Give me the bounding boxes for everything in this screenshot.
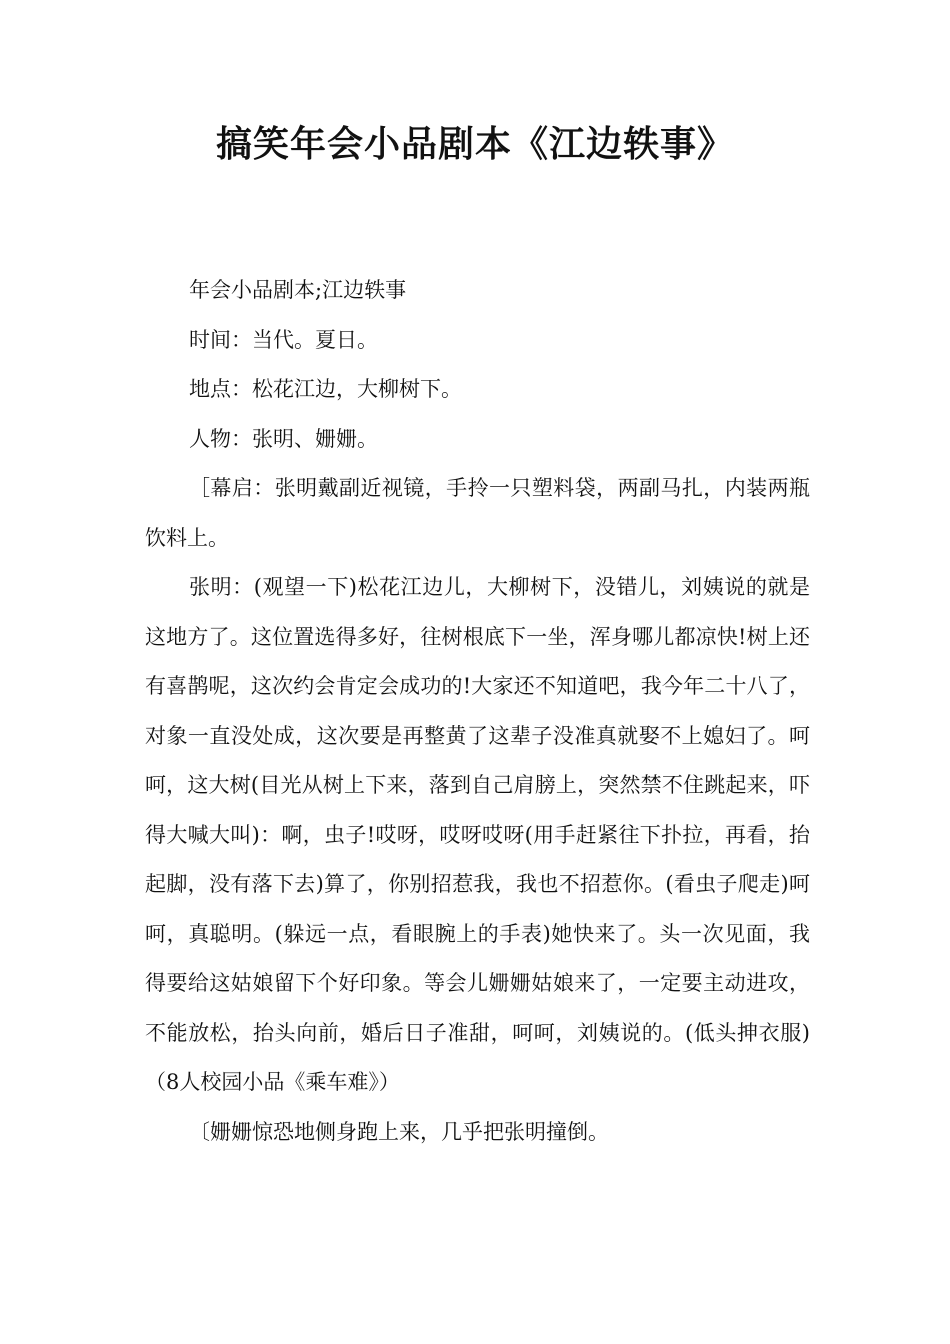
paragraph: 时间：当代。夏日。 xyxy=(189,327,378,352)
paragraph: ［幕启：张明戴副近视镜，手拎一只塑料袋，两副马扎，内装两瓶饮料上。 xyxy=(145,476,810,550)
document-title: 搞笑年会小品剧本《江边轶事》 xyxy=(215,123,734,165)
paragraph: 地点：松花江边，大柳树下。 xyxy=(189,377,462,401)
document-body xyxy=(145,266,810,1157)
paragraph: 〔姗姗惊恐地侧身跑上来，几乎把张明撞倒。 xyxy=(189,1119,609,1144)
paragraph: 张明：(观望一下)松花江边儿，大柳树下，没错儿，刘姨说的就是这地方了。这位置选得多好，往树根底下一坐，浑身哪儿都凉快!树上还有喜鹊呢，这次约会肯定会成功的!大家还不知道吧，我今年二十八了，对象一直没处成，这次要是再整黄了这辈子没准真就娶不上媳妇了。呵呵，这大树(目光从树上下来，落到自己肩膀上，突然禁不住跳起来，吓得大喊大叫)：啊，虫子!哎呀，哎呀哎呀(用手赶紧往下扑拉，再看，抬起脚，没有落下去)算了，你别招惹我，我也不招惹你。(看虫子爬走)呵呵，真聪明。(躲远一点，看眼腕上的手表)她快来了。头一次见面，我得要给这姑娘留下个好印象。等会儿姗姗姑娘来了，一定要主动进攻，不能放松，抬头向前，婚后日子准甜，呵呵，刘姨说的。(低头抻衣服)（8人校园小品《乘车难》） xyxy=(145,575,810,1094)
paragraph: 年会小品剧本;江边轶事 xyxy=(189,278,407,302)
paragraph: 人物：张明、姗姗。 xyxy=(189,426,378,451)
